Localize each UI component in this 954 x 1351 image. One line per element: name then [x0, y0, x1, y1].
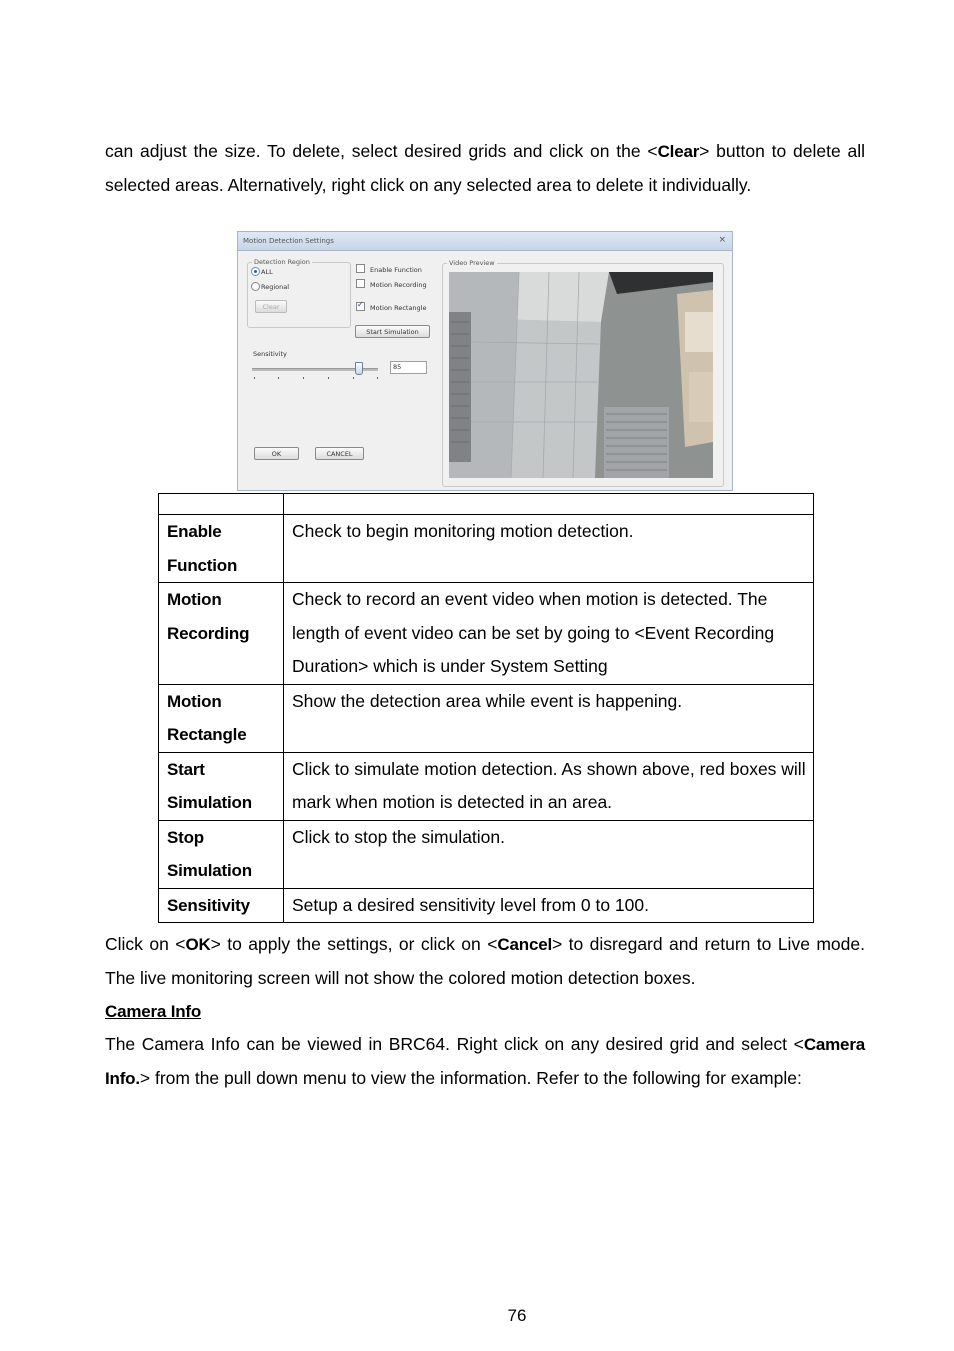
- desc-enable-function: Check to begin monitoring motion detection.: [284, 515, 814, 583]
- p1-text-c: > to disregard and return to Live mode. The live monitoring screen will not show the colored motion detection boxes.: [105, 934, 865, 988]
- camera-info-paragraph: [105, 1028, 865, 1095]
- ok-cancel-paragraph: [105, 928, 865, 995]
- ok-button[interactable]: OK: [254, 447, 299, 460]
- settings-description-table: [158, 493, 814, 923]
- start-simulation-button[interactable]: Start Simulation: [355, 325, 430, 338]
- camera-info-heading-text: Camera Info: [105, 1002, 202, 1021]
- desc-sensitivity: Setup a desired sensitivity level from 0 to 100.: [284, 888, 814, 923]
- dialog-title-bar: [238, 232, 732, 251]
- camera-info-term: Camera Info.: [105, 1035, 865, 1088]
- p1-text-b: > to apply the settings, or click on <: [210, 934, 498, 954]
- table-row: [159, 583, 814, 685]
- p2-text-b: > from the pull down menu to view the information. Refer to the following for example:: [139, 1067, 802, 1088]
- enable-function-label: Enable Function: [370, 266, 422, 274]
- term-start-simulation: Start Simulation: [159, 752, 284, 820]
- table-row: [159, 820, 814, 888]
- table-header-cell: [159, 494, 284, 515]
- slider-tick: [353, 377, 354, 379]
- desc-start-simulation: Click to simulate motion detection. As shown above, red boxes will mark when motion is detected in an area.: [284, 752, 814, 820]
- detection-region-legend: Detection Region: [254, 258, 310, 266]
- camera-info-heading: [105, 995, 865, 1029]
- motion-detection-dialog: [237, 231, 733, 491]
- term-motion-recording: Motion Recording: [159, 583, 284, 685]
- radio-regional-label: Regional: [261, 283, 290, 291]
- motion-rectangle-label: Motion Rectangle: [370, 304, 427, 312]
- cancel-term: Cancel: [497, 935, 552, 954]
- table-header-row: [159, 494, 814, 515]
- table-header-cell: [284, 494, 814, 515]
- p1-text-a: Click on <: [105, 934, 186, 954]
- intro-text-a: can adjust the size. To delete, select desired grids and click on the <: [105, 141, 658, 161]
- motion-rectangle-checkbox[interactable]: [356, 302, 365, 311]
- sensitivity-label: Sensitivity: [253, 350, 287, 358]
- clear-term: Clear: [657, 142, 700, 161]
- ok-term: OK: [185, 935, 211, 954]
- table-row: [159, 515, 814, 583]
- motion-recording-label: Motion Recording: [370, 281, 427, 289]
- sensitivity-value-field[interactable]: 85: [390, 361, 427, 374]
- term-sensitivity: Sensitivity: [159, 888, 284, 923]
- term-motion-rectangle: Motion Rectangle: [159, 684, 284, 752]
- sensitivity-slider-thumb[interactable]: [355, 362, 363, 375]
- term-enable-function: Enable Function: [159, 515, 284, 583]
- slider-tick: [254, 377, 255, 379]
- video-preview-image: [449, 272, 713, 478]
- page-number: 76: [507, 1306, 527, 1325]
- desc-stop-simulation: Click to stop the simulation.: [284, 820, 814, 888]
- radio-regional[interactable]: [251, 282, 260, 291]
- video-preview-legend: Video Preview: [449, 259, 495, 267]
- intro-paragraph: [105, 135, 865, 202]
- table-row: [159, 684, 814, 752]
- term-stop-simulation: Stop Simulation: [159, 820, 284, 888]
- camera-scene-image: [449, 272, 713, 478]
- dialog-title: Motion Detection Settings: [243, 237, 334, 245]
- close-icon[interactable]: ×: [718, 235, 726, 245]
- p2-text-a: The Camera Info can be viewed in BRC64. Right click on any desired grid and select <: [105, 1034, 804, 1054]
- slider-tick: [303, 377, 304, 379]
- motion-recording-checkbox[interactable]: [356, 279, 365, 288]
- slider-tick: [377, 377, 378, 379]
- slider-tick: [278, 377, 279, 379]
- desc-motion-rectangle: Show the detection area while event is happening.: [284, 684, 814, 752]
- desc-motion-recording: Check to record an event video when motion is detected. The length of event video can be set by going to <Event Recording Duration> which is under System Setting: [284, 583, 814, 685]
- radio-all-label: ALL: [261, 268, 273, 276]
- intro-text-b: > button to delete all selected areas. Alternatively, right click on any selected area to delete it individually.: [105, 141, 865, 195]
- table-row: [159, 752, 814, 820]
- radio-all[interactable]: [251, 267, 260, 276]
- cancel-button[interactable]: CANCEL: [315, 447, 364, 460]
- clear-button[interactable]: Clear: [255, 300, 287, 313]
- table-row: [159, 888, 814, 923]
- slider-tick: [328, 377, 329, 379]
- enable-function-checkbox[interactable]: [356, 264, 365, 273]
